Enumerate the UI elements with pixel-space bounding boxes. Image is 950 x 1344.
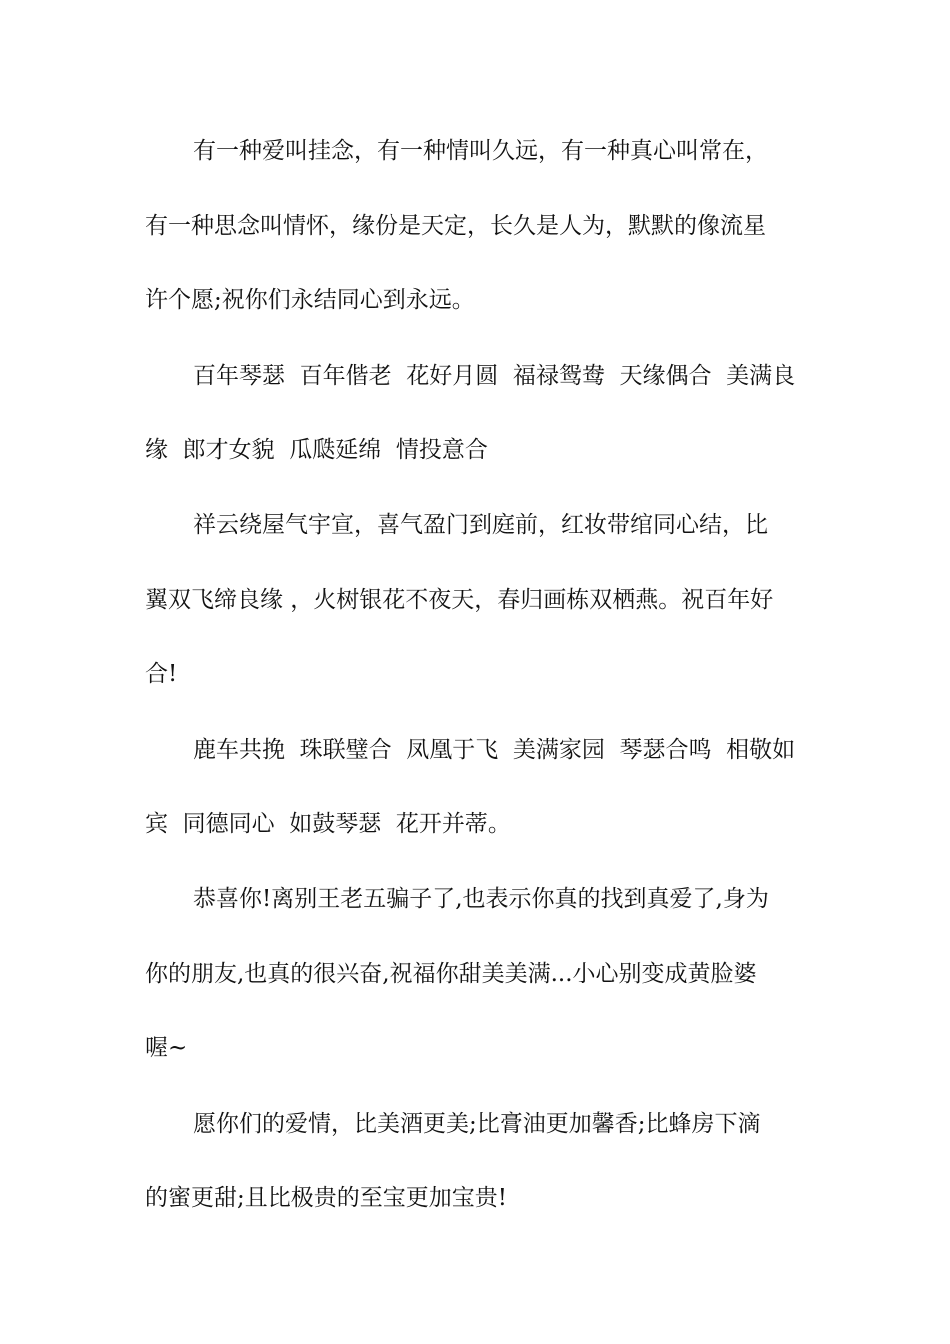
paragraph-1-line-1: 有一种爱叫挂念，有一种情叫久远，有一种真心叫常在， xyxy=(193,138,768,164)
paragraph-1-line-2: 有一种思念叫情怀，缘份是天定，长久是人为，默默的像流星 xyxy=(145,213,766,239)
paragraph-3-line-3: 合! xyxy=(145,661,178,687)
paragraph-2-line-2: 缘 郎才女貌 瓜瓞延绵 情投意合 xyxy=(145,437,488,463)
paragraph-4-line-2: 宾 同德同心 如鼓琴瑟 花开并蒂。 xyxy=(145,811,511,837)
paragraph-4-line-1: 鹿车共挽 珠联璧合 凤凰于飞 美满家园 琴瑟合鸣 相敬如 xyxy=(193,737,796,763)
paragraph-3-line-2: 翼双飞缔良缘 ，火树银花不夜天，春归画栋双栖燕。祝百年好 xyxy=(145,587,774,613)
paragraph-5-line-1: 恭喜你!离别王老五骗子了,也表示你真的找到真爱了,身为 xyxy=(193,886,769,912)
paragraph-1-line-3: 许个愿;祝你们永结同心到永远。 xyxy=(145,287,475,313)
paragraph-3-line-1: 祥云绕屋气宇宣，喜气盈门到庭前，红妆带绾同心结，比 xyxy=(193,512,768,538)
paragraph-6-line-1: 愿你们的爱情，比美酒更美;比膏油更加馨香;比蜂房下滴 xyxy=(193,1111,761,1137)
paragraph-2-line-1: 百年琴瑟 百年偕老 花好月圆 福禄鸳鸯 天缘偶合 美满良 xyxy=(193,363,796,389)
paragraph-5-line-2: 你的朋友,也真的很兴奋,祝福你甜美美满...小心别变成黄脸婆 xyxy=(145,961,757,987)
paragraph-6-line-2: 的蜜更甜;且比极贵的至宝更加宝贵! xyxy=(145,1185,507,1211)
paragraph-5-line-3: 喔~ xyxy=(145,1035,188,1061)
